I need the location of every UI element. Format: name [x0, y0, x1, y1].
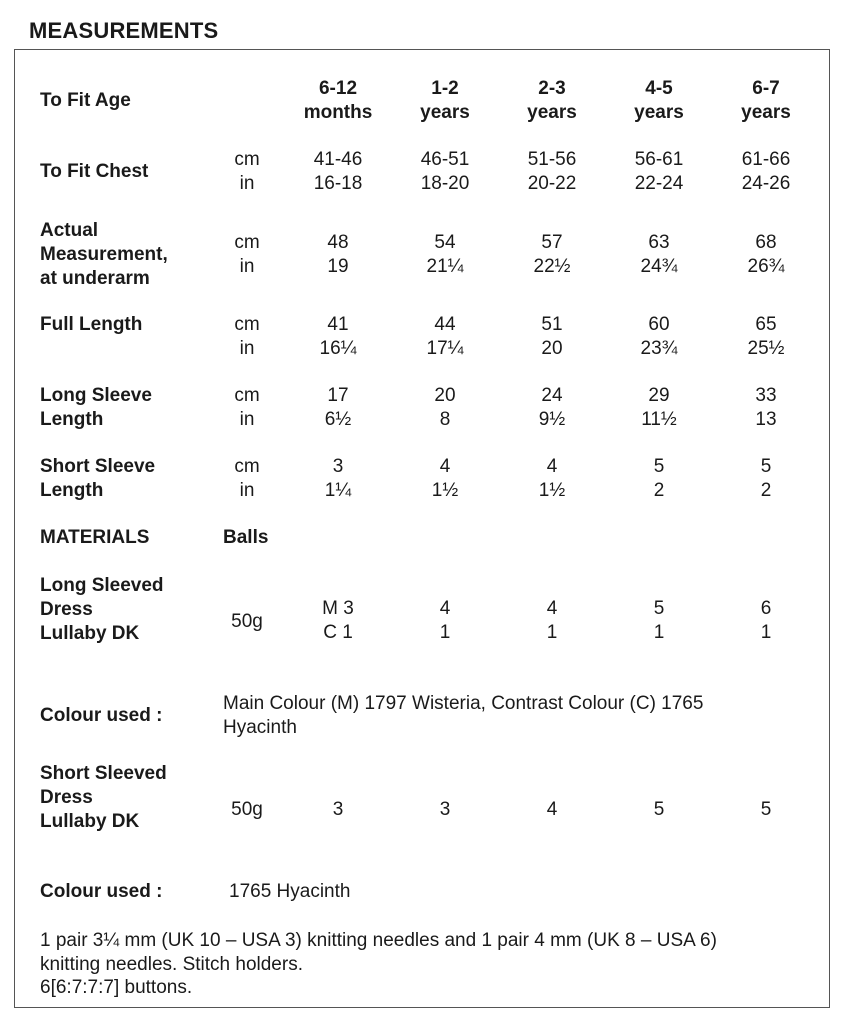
short-sleeve-in-3: 1½: [538, 480, 566, 501]
actual-cm-5: 68: [755, 232, 777, 253]
chest-in-2: 18-20: [420, 173, 470, 194]
actual-label-line-2: Measurement,: [40, 244, 168, 265]
full-length-label: Full Length: [40, 314, 143, 335]
size-1-age: 6-12: [318, 78, 358, 99]
size-4-age-unit: years: [634, 102, 684, 123]
full-length-cm-5: 65: [755, 314, 777, 335]
chest-unit-in: in: [239, 173, 255, 194]
long-sleeve-unit-cm: cm: [234, 385, 260, 406]
short-sleeve-cm-1: 3: [332, 456, 344, 477]
long-sleeve-in-3: 9½: [538, 409, 566, 430]
long-dress-label-line-2: Dress: [40, 599, 93, 620]
long-dress-label-line-3: Lullaby DK: [40, 623, 140, 644]
chest-in-3: 20-22: [527, 173, 577, 194]
long-dress-main-4: 5: [653, 598, 665, 619]
notes-line-1: 1 pair 3¼ mm (UK 10 – USA 3) knitting needles and 1 pair 4 mm (UK 8 – USA 6): [40, 930, 717, 951]
short-sleeve-cm-4: 5: [653, 456, 665, 477]
short-sleeve-cm-5: 5: [760, 456, 772, 477]
chest-in-5: 24-26: [741, 173, 791, 194]
full-length-cm-3: 51: [541, 314, 563, 335]
balls-heading: Balls: [223, 527, 269, 548]
long-dress-main-5: 6: [760, 598, 772, 619]
long-sleeve-in-2: 8: [439, 409, 451, 430]
full-length-in-5: 25½: [747, 338, 785, 359]
long-dress-contrast-1: C 1: [323, 622, 353, 643]
short-sleeve-unit-cm: cm: [234, 456, 260, 477]
short-dress-balls-1: 3: [332, 799, 344, 820]
long-sleeve-in-1: 6½: [324, 409, 352, 430]
short-sleeve-in-4: 2: [653, 480, 665, 501]
size-2-age: 1-2: [431, 78, 459, 99]
full-length-in-1: 16¼: [319, 338, 357, 359]
size-5-age: 6-7: [752, 78, 780, 99]
long-sleeve-cm-3: 24: [541, 385, 563, 406]
full-length-unit-in: in: [239, 338, 255, 359]
colour-used-text-1: Main Colour (M) 1797 Wisteria, Contrast Colour (C) 1765 Hyacinth: [223, 693, 704, 738]
actual-in-1: 19: [327, 256, 349, 277]
actual-cm-3: 57: [541, 232, 563, 253]
chest-in-1: 16-18: [313, 173, 363, 194]
long-dress-label-line-1: Long Sleeved: [40, 575, 164, 596]
long-sleeve-label-line-1: Long Sleeve: [40, 385, 152, 406]
full-length-unit-cm: cm: [234, 314, 260, 335]
size-5-age-unit: years: [741, 102, 791, 123]
short-dress-balls-3: 4: [546, 799, 558, 820]
materials-heading: MATERIALS: [40, 527, 150, 548]
long-dress-weight: 50g: [231, 611, 263, 632]
short-dress-balls-5: 5: [760, 799, 772, 820]
long-dress-contrast-2: 1: [439, 622, 451, 643]
age-label: To Fit Age: [40, 90, 131, 111]
short-sleeve-in-5: 2: [760, 480, 772, 501]
short-dress-label-line-2: Dress: [40, 787, 93, 808]
colour-used-label-2: Colour used :: [40, 881, 163, 902]
long-sleeve-cm-2: 20: [434, 385, 456, 406]
short-sleeve-unit-in: in: [239, 480, 255, 501]
actual-in-4: 24¾: [640, 256, 678, 277]
actual-unit-in: in: [239, 256, 255, 277]
actual-label-line-1: Actual: [40, 220, 99, 241]
colour-used-text-2: 1765 Hyacinth: [229, 881, 351, 902]
size-4-age: 4-5: [645, 78, 673, 99]
full-length-cm-2: 44: [434, 314, 456, 335]
full-length-in-2: 17¼: [426, 338, 464, 359]
full-length-in-4: 23¾: [640, 338, 678, 359]
short-sleeve-cm-3: 4: [546, 456, 558, 477]
actual-in-2: 21¼: [426, 256, 464, 277]
long-dress-contrast-5: 1: [760, 622, 772, 643]
long-dress-main-2: 4: [439, 598, 451, 619]
actual-label-line-3: at underarm: [40, 268, 150, 289]
short-dress-label-line-3: Lullaby DK: [40, 811, 140, 832]
chest-unit-cm: cm: [234, 149, 260, 170]
actual-unit-cm: cm: [234, 232, 260, 253]
chest-cm-5: 61-66: [741, 149, 791, 170]
long-sleeve-label-line-2: Length: [40, 409, 104, 430]
long-sleeve-cm-5: 33: [755, 385, 777, 406]
short-sleeve-in-2: 1½: [431, 480, 459, 501]
notes-line-3: 6[6:7:7:7] buttons.: [40, 977, 193, 998]
long-dress-main-3: 4: [546, 598, 558, 619]
actual-in-3: 22½: [533, 256, 571, 277]
long-sleeve-unit-in: in: [239, 409, 255, 430]
chest-label: To Fit Chest: [40, 161, 149, 182]
size-2-age-unit: years: [420, 102, 470, 123]
short-dress-weight: 50g: [231, 799, 263, 820]
size-1-age-unit: months: [303, 102, 373, 123]
full-length-cm-1: 41: [327, 314, 349, 335]
chest-cm-2: 46-51: [420, 149, 470, 170]
chest-cm-1: 41-46: [313, 149, 363, 170]
short-dress-label-line-1: Short Sleeved: [40, 763, 167, 784]
actual-in-5: 26¾: [747, 256, 785, 277]
long-sleeve-cm-4: 29: [648, 385, 670, 406]
long-sleeve-in-4: 11½: [641, 409, 677, 430]
chest-cm-3: 51-56: [527, 149, 577, 170]
actual-cm-2: 54: [434, 232, 456, 253]
long-dress-contrast-3: 1: [546, 622, 558, 643]
long-sleeve-cm-1: 17: [327, 385, 349, 406]
size-3-age-unit: years: [527, 102, 577, 123]
actual-cm-4: 63: [648, 232, 670, 253]
short-sleeve-cm-2: 4: [439, 456, 451, 477]
short-sleeve-label-line-2: Length: [40, 480, 104, 501]
short-sleeve-label-line-1: Short Sleeve: [40, 456, 156, 477]
full-length-in-3: 20: [541, 338, 563, 359]
chest-in-4: 22-24: [634, 173, 684, 194]
short-dress-balls-2: 3: [439, 799, 451, 820]
notes-line-2: knitting needles. Stitch holders.: [40, 954, 303, 975]
chest-cm-4: 56-61: [634, 149, 684, 170]
actual-cm-1: 48: [327, 232, 349, 253]
long-sleeve-in-5: 13: [755, 409, 777, 430]
page-title: MEASUREMENTS: [29, 18, 219, 43]
long-dress-contrast-4: 1: [653, 622, 665, 643]
long-dress-main-1: M 3: [322, 598, 354, 619]
colour-used-label-1: Colour used :: [40, 705, 163, 726]
full-length-cm-4: 60: [648, 314, 670, 335]
short-dress-balls-4: 5: [653, 799, 665, 820]
short-sleeve-in-1: 1¼: [324, 480, 352, 501]
size-3-age: 2-3: [538, 78, 566, 99]
